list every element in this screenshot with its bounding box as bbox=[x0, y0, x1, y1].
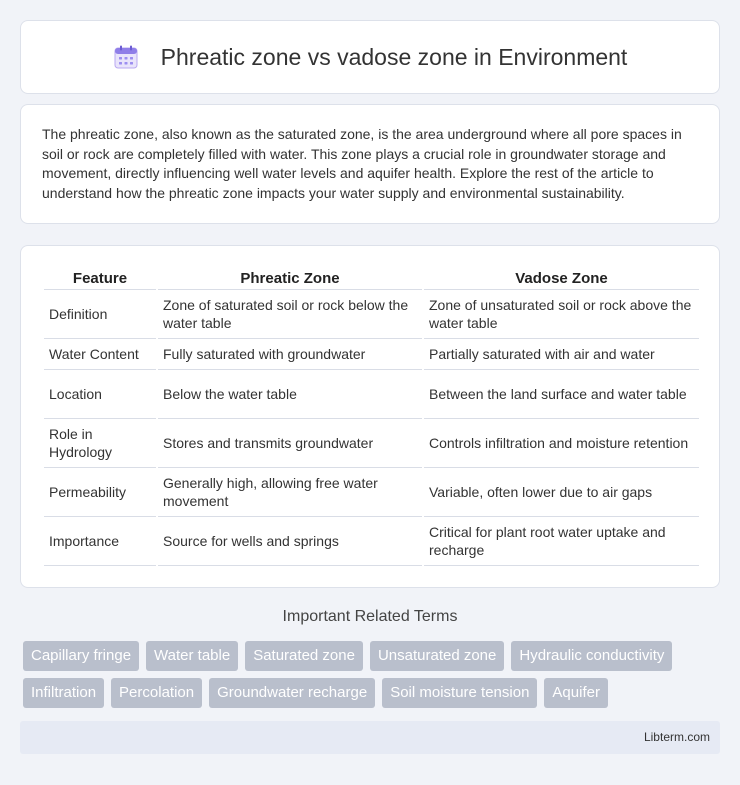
comparison-card bbox=[20, 245, 720, 588]
tag-groundwater-recharge[interactable]: Groundwater recharge bbox=[209, 678, 375, 708]
header-phreatic: Phreatic Zone bbox=[158, 264, 422, 290]
table-row bbox=[44, 290, 699, 339]
tag-percolation[interactable]: Percolation bbox=[111, 678, 202, 708]
tag-hydraulic-conductivity[interactable]: Hydraulic conductivity bbox=[511, 641, 672, 671]
table-row bbox=[44, 468, 699, 517]
tag-row bbox=[23, 678, 723, 708]
tag-unsaturated-zone[interactable]: Unsaturated zone bbox=[370, 641, 504, 671]
row-feature: Permeability bbox=[44, 468, 156, 517]
tag-row bbox=[23, 641, 723, 671]
row-feature: Importance bbox=[44, 517, 156, 566]
tag-infiltration[interactable]: Infiltration bbox=[23, 678, 104, 708]
table-row bbox=[44, 339, 699, 370]
header-vadose: Vadose Zone bbox=[424, 264, 699, 290]
row-phreatic: Fully saturated with groundwater bbox=[158, 339, 422, 370]
footer bbox=[20, 721, 720, 754]
footer-site-link[interactable]: Libterm.com bbox=[643, 730, 710, 744]
comparison-table bbox=[42, 264, 701, 566]
row-vadose: Controls infiltration and moisture retention bbox=[424, 419, 699, 468]
row-phreatic: Source for wells and springs bbox=[158, 517, 422, 566]
table-row bbox=[44, 370, 699, 419]
row-vadose: Zone of unsaturated soil or rock above the water table bbox=[424, 290, 699, 339]
table-row bbox=[44, 419, 699, 468]
related-terms-heading: Important Related Terms bbox=[282, 608, 458, 625]
tag-saturated-zone[interactable]: Saturated zone bbox=[245, 641, 363, 671]
row-feature: Definition bbox=[44, 290, 156, 339]
row-feature: Role in Hydrology bbox=[44, 419, 156, 468]
header-feature: Feature bbox=[44, 264, 156, 290]
row-phreatic: Stores and transmits groundwater bbox=[158, 419, 422, 468]
calendar-icon bbox=[113, 44, 139, 70]
tag-soil-moisture-tension[interactable]: Soil moisture tension bbox=[382, 678, 537, 708]
table-row bbox=[44, 517, 699, 566]
related-terms-list bbox=[23, 641, 723, 715]
row-vadose: Variable, often lower due to air gaps bbox=[424, 468, 699, 517]
intro-card bbox=[20, 104, 720, 224]
row-vadose: Between the land surface and water table bbox=[424, 370, 699, 419]
tag-water-table[interactable]: Water table bbox=[146, 641, 238, 671]
row-feature: Water Content bbox=[44, 339, 156, 370]
row-vadose: Critical for plant root water uptake and recharge bbox=[424, 517, 699, 566]
row-vadose: Partially saturated with air and water bbox=[424, 339, 699, 370]
intro-text: The phreatic zone, also known as the saturated zone, is the area underground where all pore spaces in soil or rock are completely filled with water. This zone plays a crucial role in groundwater storage and movement, directly influencing well water levels and aquifer health. Explore the rest of the article to understand how the phreatic zone impacts your water supply and environmental sustainability. bbox=[42, 126, 682, 201]
table-header-row bbox=[44, 264, 699, 290]
page-title: Phreatic zone vs vadose zone in Environment bbox=[160, 43, 628, 70]
title-card bbox=[20, 20, 720, 94]
row-phreatic: Generally high, allowing free water movement bbox=[158, 468, 422, 517]
row-phreatic: Below the water table bbox=[158, 370, 422, 419]
tag-aquifer[interactable]: Aquifer bbox=[544, 678, 608, 708]
row-phreatic: Zone of saturated soil or rock below the water table bbox=[158, 290, 422, 339]
tag-capillary-fringe[interactable]: Capillary fringe bbox=[23, 641, 139, 671]
row-feature: Location bbox=[44, 370, 156, 419]
